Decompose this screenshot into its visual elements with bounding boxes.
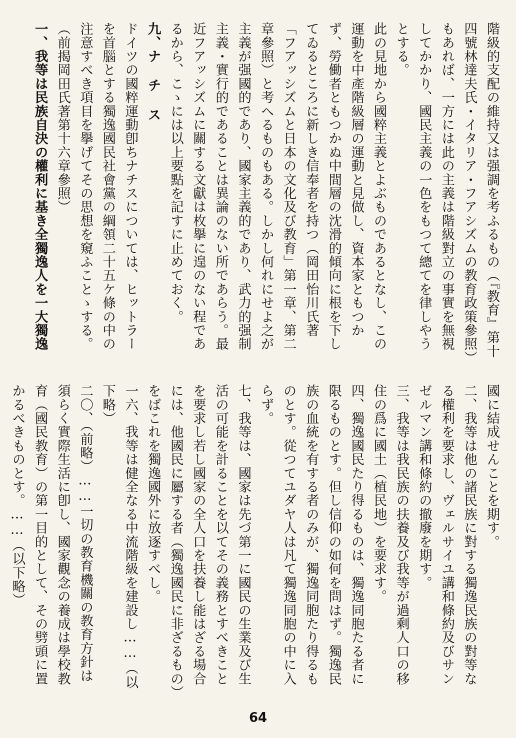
program-item-4: 四、獨逸國民たり得るものは、獨逸同胞たる者に限るものとす。但し信仰の如何を問はず。獨逸民族の血統を有する者のみが、獨逸同胞たり得るものとす。從つてユダヤ人は凡て獨逸同胞の中に入らず。 (258, 384, 364, 686)
program-item-1-continued: 國に結成せんことを期す。 (484, 384, 499, 549)
program-item-3: 三、我等は我民族の扶養及び我等が過剩人口の移住の爲に國土（植民地）を要求す。 (371, 384, 409, 686)
page-number: 64 (248, 711, 268, 726)
upper-text-section (14, 22, 502, 360)
lower-text-section (9, 384, 502, 696)
paragraph-fascism-class-view: 階級的支配の維持又は强調を考ふるもの（『教育』第十四號林達夫氏・イタリア・フアシズムの教育政策參照）もあれば、一方には此の主義は階級對立の事實を無視してかかり、國民主義の一色をもつて總てを律しやうとする。 (393, 22, 499, 358)
program-item-1: 一、我等は民族自決の權利に基き全獨逸人を一大獨逸 (32, 22, 48, 351)
program-item-7: 七、我等は、國家は先づ第一に國民の生業及び生活の可能を計ることを以てその義務とすべきことを要求し若し國家の全人口を扶養し能はざる場合には、他國民に屬する者（獨逸國民に非ざるもの）をばこれを獨逸國外に放逐すべし。 (145, 384, 251, 693)
program-item-16: 一六、我等は健全なる中流階級を建設し……（以下略） (99, 384, 138, 689)
section-heading-nazis: 九、ナ チ ス (145, 22, 161, 122)
paragraph-nazi-program-intro: ドイツの國粹運動卽ちナチスについては、ヒットラーを首腦とする獨逸國民社會黨の綱領二十五ケ條の中の注意すべき項目を擧げてその思想を窺ふことゝする。（前揭岡田氏著第十六章參照） (54, 22, 138, 351)
paragraph-fascism-summary: 此の見地から國粹主義とよぶものであるとなし、この運動を中產階級層の運動と見做し、資本家ともつかず、勞働者ともつかぬ中間層の沈滑的傾向に根を下してゐるところに新しき信奉者を持つ（岡田怡川氏著「フアッシズムと日本の文化及び教育」第一章、第二章參照）と考へるものもある。しかし何れにせよ之が主義が强國的であり、國家主義的であり、武力的强制主義・實行的であることは異論のない所であらう。最近フアッシズムに關する文獻は枚擧に遑のない程であるから、こゝには以上要點を記すに止めておく。 (167, 22, 387, 351)
program-item-2: 二、我等は他の諸民族に對する獨逸民族の對等なる權利を要求し、ヴェルサイユ講和條約及びサンゼルマン講和條約の撤廢を期す。 (416, 384, 477, 686)
program-item-20: 二〇、（前略）……一切の教育機關の教育方針は須らく實際生活に卽し、國家觀念の養成は學校教育（國民教育）の第一目的として、その劈頭に置かるべきものとす。……（以下略） (9, 384, 93, 686)
